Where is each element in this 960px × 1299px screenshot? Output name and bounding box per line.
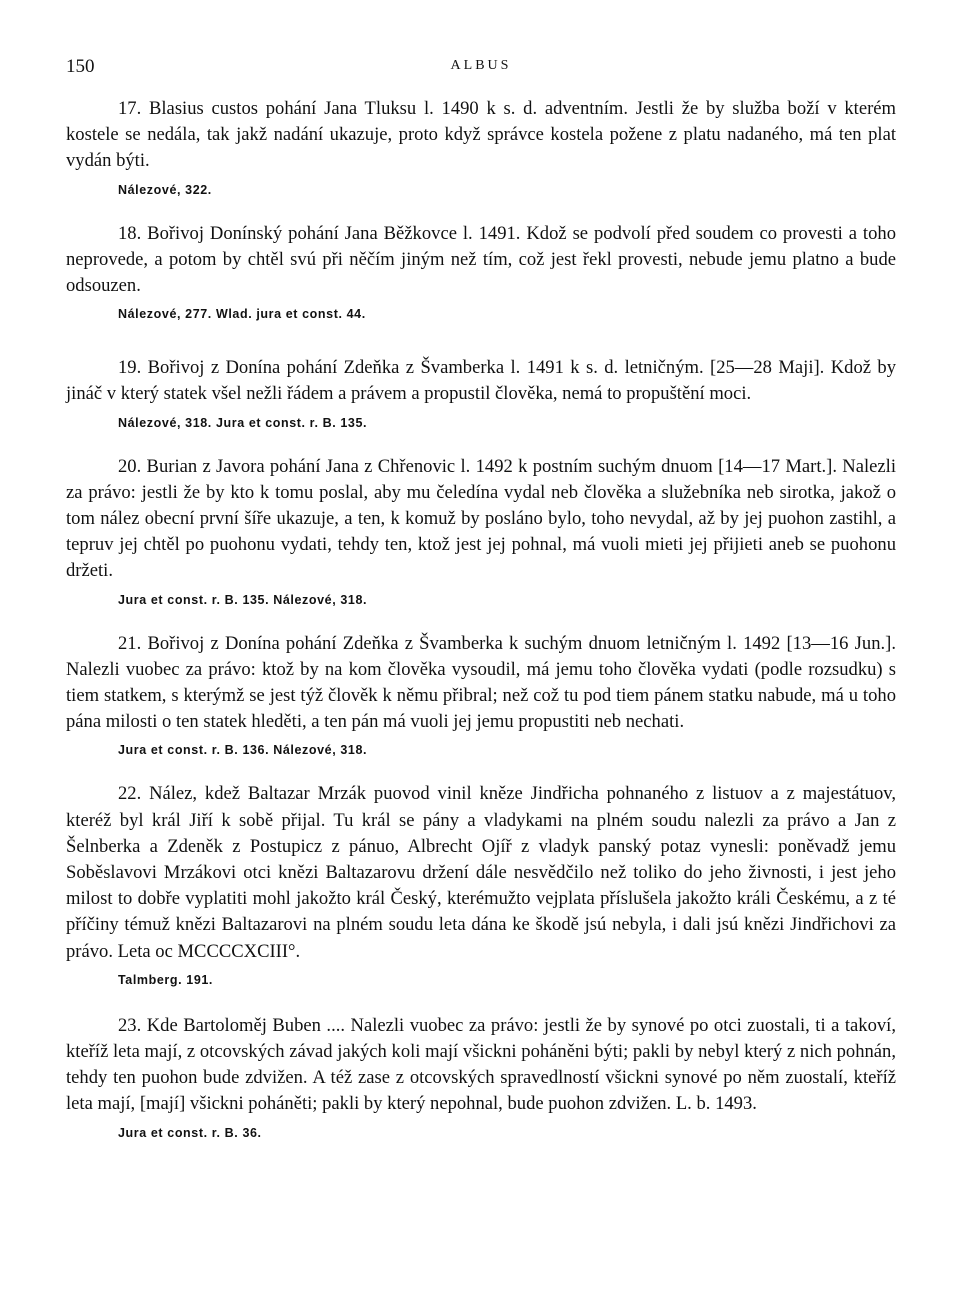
entry-source: Jura et const. r. B. 36. <box>118 1125 262 1140</box>
entry-source: Nálezové, 322. <box>118 182 212 197</box>
entry-22 <box>66 781 896 990</box>
entry-text: 22. Nález, kdež Baltazar Mrzák puovod vinil kněze Jindřicha pohnaného z listuov a z majestátuov, kteréž byl král Jiří k sobě přijal. Tu král se pány a vladykami na plném soudu nalezli za právo a Jan z Šelnberka a Zdeněk z Postupicz z pánuo, Albrecht Ojíř z vladyk panský potaz vynesli: poněvadž jemu Soběslavovi Mrzákovi otci knězi Baltazarovu držení dále nesvědčilo než toliko do jeho živnosti, i jest jeho milost to dobře vyplatiti mohl jakožto král Český, kterémužto vejplata příslušela jakožto králi Českému, a z té příčiny témuž knězi Baltazarovi na plném soudu leta dána ke škodě jsú nebyla, i dali jsú knězi Jindřichovi za právo. Leta oc MCCCCXCIII°. <box>66 783 896 962</box>
entry-source: Nálezové, 318. Jura et const. r. B. 135. <box>118 415 368 430</box>
entry-source: Jura et const. r. B. 136. Nálezové, 318. <box>118 743 368 758</box>
entry-source: Jura et const. r. B. 135. Nálezové, 318. <box>118 592 368 607</box>
page-number: 150 <box>66 56 95 77</box>
entry-text: 21. Bořivoj z Donína pohání Zdeňka z Švamberka k suchým dnuom letničným l. 1492 [13—16 Jun.]. Nalezli vuobec za právo: ktož by na kom člověka vysoudil, má jemu toho člověka vydati (podle rozsudku) s tiem statkem, s kterýmž se jest týž člověk k němu přibral; než což tu pod tiem pánem statku nabude, má u toho pána milosti o ten statek hleděti, a ten pán má vuoli jej jemu propustiti neb nechati. <box>66 632 896 733</box>
page-header <box>66 56 896 80</box>
entry-21 <box>66 631 896 762</box>
entry-text: 23. Kde Bartoloměj Buben .... Nalezli vuobec za právo: jestli že by synové po otci zuostali, ti a takoví, kteříž leta mají, z otcovských závad jakých koli mají všickni poháněni býti; pakli by nebyl který z nich pohnán, tehdy ten puohon bude zdvižen. A též zase z otcovských spravedlností všickni synové po něm zuostalí, kteříž leta mají, [mají] všickni poháněti; pakli by který nepohnal, bude puohon zdvižen. L. b. 1493. <box>66 1014 896 1115</box>
entry-18 <box>66 221 896 326</box>
running-head: ALBUS <box>450 58 512 73</box>
entries <box>66 96 896 1144</box>
entry-text: 19. Bořivoj z Donína pohání Zdeňka z Švamberka l. 1491 k s. d. letničným. [25—28 Maji]. Kdož by jináč v který statek všel nežli řádem a právem a propustil člověka, nemá to propuštění moci. <box>66 357 896 405</box>
entry-20 <box>66 454 896 611</box>
entry-source: Talmberg. 191. <box>118 972 214 987</box>
entry-17 <box>66 96 896 201</box>
entry-text: 18. Bořivoj Donínský pohání Jana Běžkovce l. 1491. Kdož se podvolí před soudem co provesti a toho neprovede, a potom by chtěl svú při něčím jiným než tím, což jest řekl provesti, nebude jemu platno a bude odsouzen. <box>66 222 896 297</box>
entry-text: 20. Burian z Javora pohání Jana z Chřenovic l. 1492 k postním suchým dnuom [14—17 Mart.]. Nalezli za právo: jestli že by kto k tomu poslal, aby mu čeledína vydal neb člověka a služebníka neb sirotka, jakož o tom nález obecní první šíře ukazuje, a ten, k komuž by posláno bylo, toho nevydal, až by jej puohon zastihl, a tepruv jej chtěl po puohonu vydati, tehdy ten, ktož jest jej pohnal, má vuoli mieti jej přijieti aneb se puohonu držeti. <box>66 455 896 582</box>
entry-text: 17. Blasius custos pohání Jana Tluksu l. 1490 k s. d. adventním. Jestli že by služba boží v kterém kostele se nedála, tak jakž nadání ukazuje, proto když správce kostela požene z platu nadaného, má ten plat vydán býti. <box>66 98 896 172</box>
entry-19 <box>66 355 896 433</box>
entry-source: Nálezové, 277. Wlad. jura et const. 44. <box>118 307 366 322</box>
entry-23 <box>66 1013 896 1144</box>
